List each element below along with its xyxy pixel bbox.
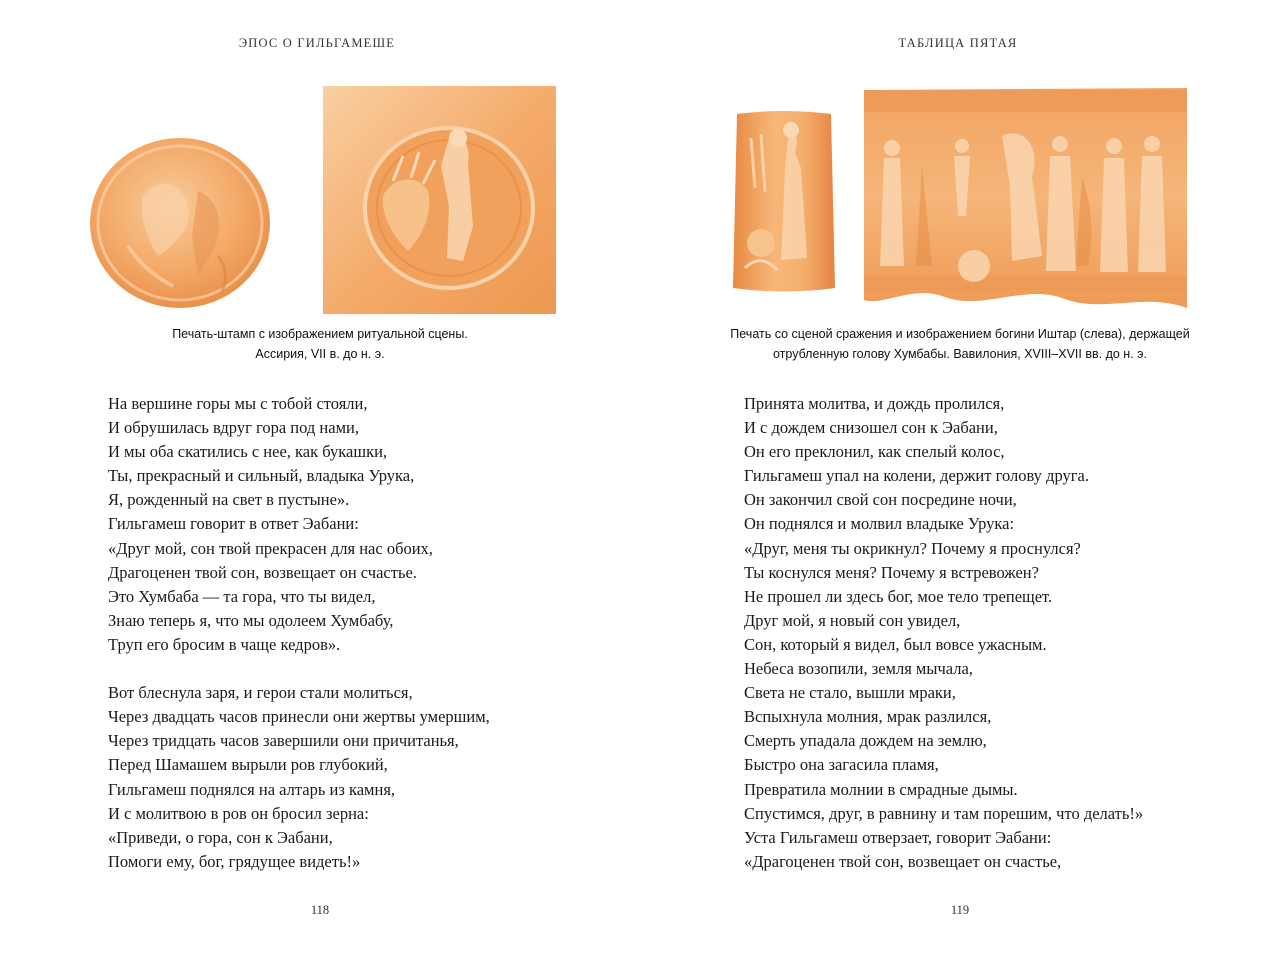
caption-line: отрубленную голову Хумбабы. Вавилония, XVIII–XVII вв. до н. э.	[772, 347, 1147, 361]
verse-line: «Друг мой, сон твой прекрасен для нас обоих,	[108, 538, 433, 558]
verse-line: И обрушилась вдруг гора под нами,	[108, 418, 359, 438]
verse-line: Уста Гильгамеш отверзает, говорит Эабани:	[744, 827, 1052, 847]
verse-line: Это Хумбаба — та гора, что ты видел,	[108, 586, 376, 606]
verse-line: Он закончил свой сон посредине ночи,	[744, 490, 1017, 510]
verse-line: Спустимся, друг, в равнину и там порешим, что делать!»	[744, 803, 1144, 823]
verse-line: Драгоценен твой сон, возвещает он счастье.	[108, 562, 417, 582]
verse-line: «Друг, меня ты окрикнул? Почему я проснулся?	[744, 538, 1081, 558]
verse-line: Он его преклонил, как спелый колос,	[744, 442, 1005, 462]
verse-line: На вершине горы мы с тобой стояли,	[108, 394, 368, 413]
verse-line: Не прошел ли здесь бог, мое тело трепещет.	[744, 586, 1053, 606]
verse-line: Через двадцать часов принесли они жертвы умершим,	[108, 707, 490, 727]
verse-line: Быстро она загасила пламя,	[744, 755, 939, 775]
cylinder-seal-impression-image	[862, 86, 1189, 312]
cylinder-seal-image	[731, 108, 837, 295]
verse-line: Ты коснулся меня? Почему я встревожен?	[744, 562, 1039, 582]
verse-line: Ты, прекрасный и сильный, владыка Урука,	[108, 466, 415, 486]
verse-line: Перед Шамашем вырыли ров глубокий,	[108, 755, 388, 775]
page-number-right: 119	[950, 903, 970, 917]
verse-line: Гильгамеш упал на колени, держит голову друга.	[744, 466, 1089, 486]
running-head-left: ЭПОС О ГИЛЬГАМЕШЕ	[238, 36, 396, 50]
page-number-left: 118	[310, 903, 330, 917]
verse-line: Гильгамеш поднялся на алтарь из камня,	[108, 779, 396, 799]
stanza-gap	[108, 657, 490, 681]
running-head-right: ТАБЛИЦА ПЯТАЯ	[898, 36, 1018, 50]
verse-line: Света не стало, вышли мраки,	[744, 683, 956, 703]
verse-line: Принята молитва, и дождь пролился,	[744, 394, 1005, 413]
verse-line: Он поднялся и молвил владыке Урука:	[744, 514, 1015, 534]
round-stamp-seal-image	[88, 136, 272, 310]
verse-line: Небеса возопили, земля мычала,	[744, 659, 973, 679]
verse-line: Смерть упадала дождем на землю,	[744, 731, 987, 751]
verse-line: Сон, который я видел, был вовсе ужасным.	[744, 634, 1047, 654]
verse-line: Вспыхнула молния, мрак разлился,	[744, 707, 992, 727]
verse-line: Гильгамеш говорит в ответ Эабани:	[108, 514, 359, 534]
verse-line: Помоги ему, бог, грядущее видеть!»	[108, 851, 361, 871]
caption-line: Печать со сценой сражения и изображением богини Иштар (слева), держащей	[730, 327, 1190, 341]
right-page	[640, 0, 1280, 960]
verse-line: «Приведи, о гора, сон к Эабани,	[108, 827, 333, 847]
verse-block-left	[108, 392, 490, 874]
square-stamp-seal-image	[323, 86, 556, 314]
verse-line: Превратила молнии в смрадные дымы.	[744, 779, 1018, 799]
verse-line: И с молитвою в ров он бросил зерна:	[108, 803, 369, 823]
verse-line: И с дождем снизошел сон к Эабани,	[744, 418, 998, 438]
verse-line: Друг мой, я новый сон увидел,	[744, 610, 961, 630]
figure-caption-right	[720, 324, 1200, 364]
verse-line: И мы оба скатились с нее, как букашки,	[108, 442, 388, 462]
verse-line: Вот блеснула заря, и герои стали молиться,	[108, 683, 413, 703]
verse-block-right	[744, 392, 1143, 874]
verse-line: Знаю теперь я, что мы одолеем Хумбабу,	[108, 610, 394, 630]
caption-line: Ассирия, VII в. до н. э.	[255, 347, 385, 361]
caption-line: Печать-штамп с изображением ритуальной сцены.	[172, 327, 468, 341]
figure-caption-left	[150, 324, 490, 364]
verse-line: «Драгоценен твой сон, возвещает он счастье,	[744, 851, 1062, 871]
verse-line: Труп его бросим в чаще кедров».	[108, 634, 341, 654]
verse-line: Я, рожденный на свет в пустыне».	[108, 490, 350, 510]
verse-line: Через тридцать часов завершили они причитанья,	[108, 731, 459, 751]
